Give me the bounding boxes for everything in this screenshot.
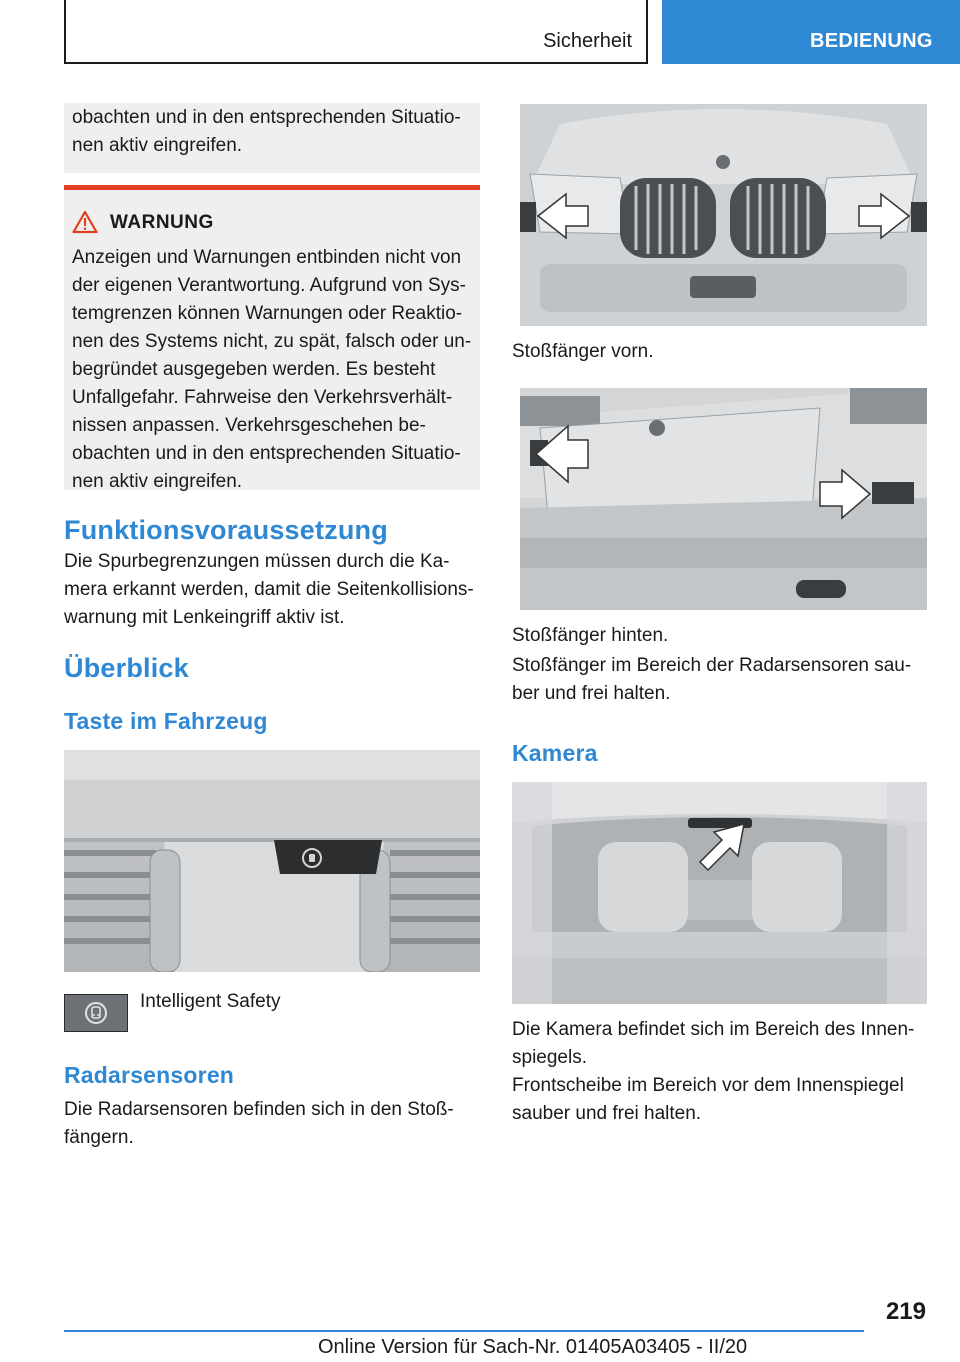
image-button-in-vehicle bbox=[64, 750, 480, 972]
kamera-text-2 bbox=[512, 1072, 904, 1128]
text-line: begründet ausgegeben werden. Es besteht bbox=[72, 359, 436, 380]
radar-text bbox=[64, 1096, 454, 1152]
text-line: Unfallgefahr. Fahrweise den Verkehrsverhält- bbox=[72, 387, 453, 408]
header-section-title: Sicherheit bbox=[543, 30, 632, 52]
text-line: mera erkannt werden, damit die Seitenkollisions- bbox=[64, 579, 474, 600]
continuation-text bbox=[72, 104, 461, 160]
heading-ueberblick: Überblick bbox=[64, 653, 189, 683]
text-line: nen des Systems nicht, zu spät, falsch oder un- bbox=[72, 331, 472, 352]
image-rear-bumper bbox=[520, 388, 927, 610]
text-line: fängern. bbox=[64, 1127, 134, 1148]
text-line: spiegels. bbox=[512, 1047, 587, 1068]
text-line: nen aktiv eingreifen. bbox=[72, 471, 243, 492]
front-bumper-caption: Stoßfänger vorn. bbox=[512, 341, 654, 362]
intelligent-safety-label: Intelligent Safety bbox=[140, 991, 281, 1012]
footer-divider bbox=[64, 1330, 864, 1332]
warning-text bbox=[72, 244, 471, 496]
funktion-text bbox=[64, 548, 474, 632]
header-chapter-box bbox=[662, 0, 960, 64]
heading-taste-im-fahrzeug: Taste im Fahrzeug bbox=[64, 708, 268, 734]
intelligent-safety-icon bbox=[65, 995, 127, 1031]
header-section-box bbox=[64, 0, 648, 64]
text-line: temgrenzen können Warnungen oder Reaktio- bbox=[72, 303, 463, 324]
warning-triangle-icon bbox=[72, 210, 98, 234]
page-number: 219 bbox=[885, 1298, 926, 1325]
text-line: Stoßfänger im Bereich der Radarsensoren sau- bbox=[512, 655, 912, 676]
text-line: ber und frei halten. bbox=[512, 683, 671, 704]
text-line: warnung mit Lenkeingriff aktiv ist. bbox=[64, 607, 345, 628]
text-line: sauber und frei halten. bbox=[512, 1103, 702, 1124]
image-front-bumper bbox=[520, 104, 927, 326]
text-line: obachten und in den entsprechenden Situatio- bbox=[72, 107, 461, 128]
image-camera-windshield bbox=[512, 782, 927, 1004]
text-line: Die Radarsensoren befinden sich in den Stoß- bbox=[64, 1099, 454, 1120]
heading-funktionsvoraussetzung: Funktionsvoraussetzung bbox=[64, 515, 388, 545]
warning-bar bbox=[64, 185, 480, 190]
text-line: nissen anpassen. Verkehrsgeschehen be- bbox=[72, 415, 426, 436]
intelligent-safety-button-icon bbox=[64, 994, 128, 1032]
kamera-text-1 bbox=[512, 1016, 914, 1072]
text-line: nen aktiv eingreifen. bbox=[72, 135, 243, 156]
heading-kamera: Kamera bbox=[512, 740, 598, 766]
text-line: Die Spurbegrenzungen müssen durch die Ka- bbox=[64, 551, 450, 572]
text-line: der eigenen Verantwortung. Aufgrund von Sys- bbox=[72, 275, 466, 296]
heading-radarsensoren: Radarsensoren bbox=[64, 1062, 235, 1088]
warning-title: WARNUNG bbox=[110, 212, 214, 233]
text-line: Frontscheibe im Bereich vor dem Innenspiegel bbox=[512, 1075, 904, 1096]
text-line: obachten und in den entsprechenden Situatio- bbox=[72, 443, 461, 464]
header-chapter-title: BEDIENUNG bbox=[810, 30, 933, 52]
text-line: Die Kamera befindet sich im Bereich des Innen- bbox=[512, 1019, 915, 1040]
text-line: Anzeigen und Warnungen entbinden nicht von bbox=[72, 247, 462, 268]
footer-text: Online Version für Sach-Nr. 01405A03405 - II/20 bbox=[318, 1336, 748, 1358]
rear-bumper-caption: Stoßfänger hinten. bbox=[512, 625, 669, 646]
rear-bumper-text bbox=[512, 652, 911, 708]
